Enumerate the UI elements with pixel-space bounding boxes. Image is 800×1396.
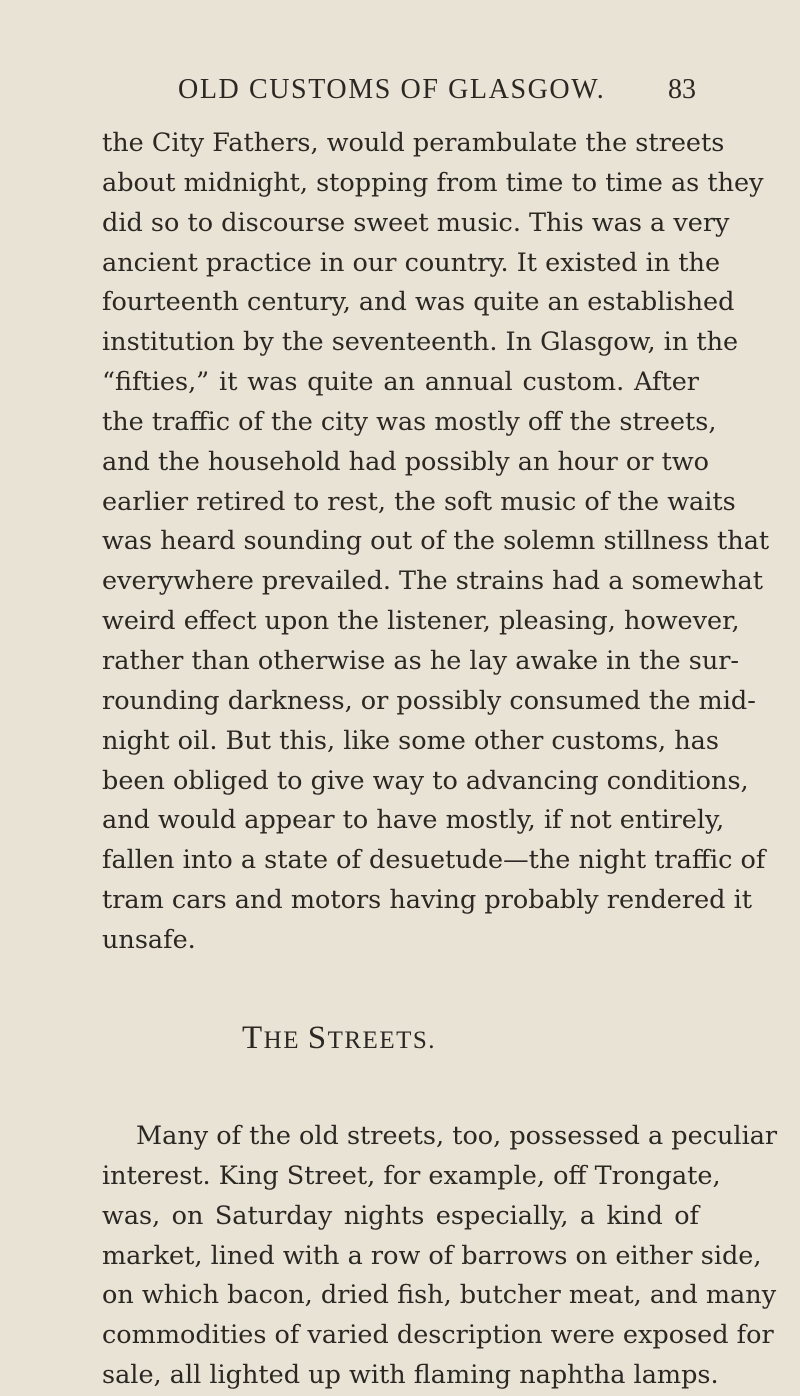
text-line: and would appear to have mostly, if not entirely, <box>102 805 725 836</box>
heading-small-caps: TREETS. <box>327 1027 437 1054</box>
text-line: the traffic of the city was mostly off the streets, <box>102 406 717 437</box>
text-line: Many of the old streets, too, possessed a peculiar <box>136 1121 778 1151</box>
text-line: sale, all lighted up with flaming naphtha lamps. <box>102 1360 719 1391</box>
text-line: been obliged to give way to advancing conditions, <box>102 765 749 796</box>
text-line: was heard sounding out of the solemn stillness that <box>102 526 770 557</box>
text-line: fallen into a state of desuetude—the night traffic of <box>102 845 766 876</box>
text-line: was, on Saturday nights especially, a kind of <box>102 1200 699 1231</box>
text-line: on which bacon, dried fish, butcher meat, and many <box>102 1280 777 1311</box>
running-head <box>0 70 800 110</box>
text-line: tram cars and motors having probably rendered it <box>102 885 753 916</box>
paragraph-continued <box>102 124 770 961</box>
text-line: earlier retired to rest, the soft music of the waits <box>102 486 736 517</box>
text-line: “fifties,” it was quite an annual custom. After <box>102 367 699 398</box>
paragraph-streets <box>102 1117 778 1396</box>
text-line: institution by the seventeenth. In Glasgow, in the <box>102 327 739 358</box>
text-line: commodities of varied description were exposed for <box>102 1320 774 1351</box>
text-line: fourteenth century, and was quite an established <box>102 287 735 318</box>
heading-capital: T <box>242 1020 264 1056</box>
heading-capital: S <box>307 1020 328 1056</box>
heading-small-caps: HE <box>263 1027 308 1054</box>
text-line: and the household had possibly an hour or two <box>102 446 710 477</box>
text-line: rounding darkness, or possibly consumed the mid- <box>102 685 756 716</box>
text-line: did so to discourse sweet music. This was a very <box>102 207 730 238</box>
text-line: ancient practice in our country. It existed in the <box>102 247 721 278</box>
section-heading <box>242 1018 436 1061</box>
running-title: OLD CUSTOMS OF GLASGOW. <box>178 74 606 105</box>
text-line: interest. King Street, for example, off Trongate, <box>102 1160 721 1191</box>
text-line: weird effect upon the listener, pleasing, however, <box>102 606 740 637</box>
page-number: 83 <box>668 74 696 105</box>
text-line: unsafe. <box>102 924 196 955</box>
text-line: rather than otherwise as he lay awake in the sur- <box>102 645 740 676</box>
text-line: market, lined with a row of barrows on either side, <box>102 1240 762 1271</box>
text-line: night oil. But this, like some other customs, has <box>102 725 719 756</box>
text-line: everywhere prevailed. The strains had a somewhat <box>102 566 763 597</box>
text-line: the City Fathers, would perambulate the streets <box>102 128 725 158</box>
text-line: about midnight, stopping from time to time as they <box>102 167 764 198</box>
